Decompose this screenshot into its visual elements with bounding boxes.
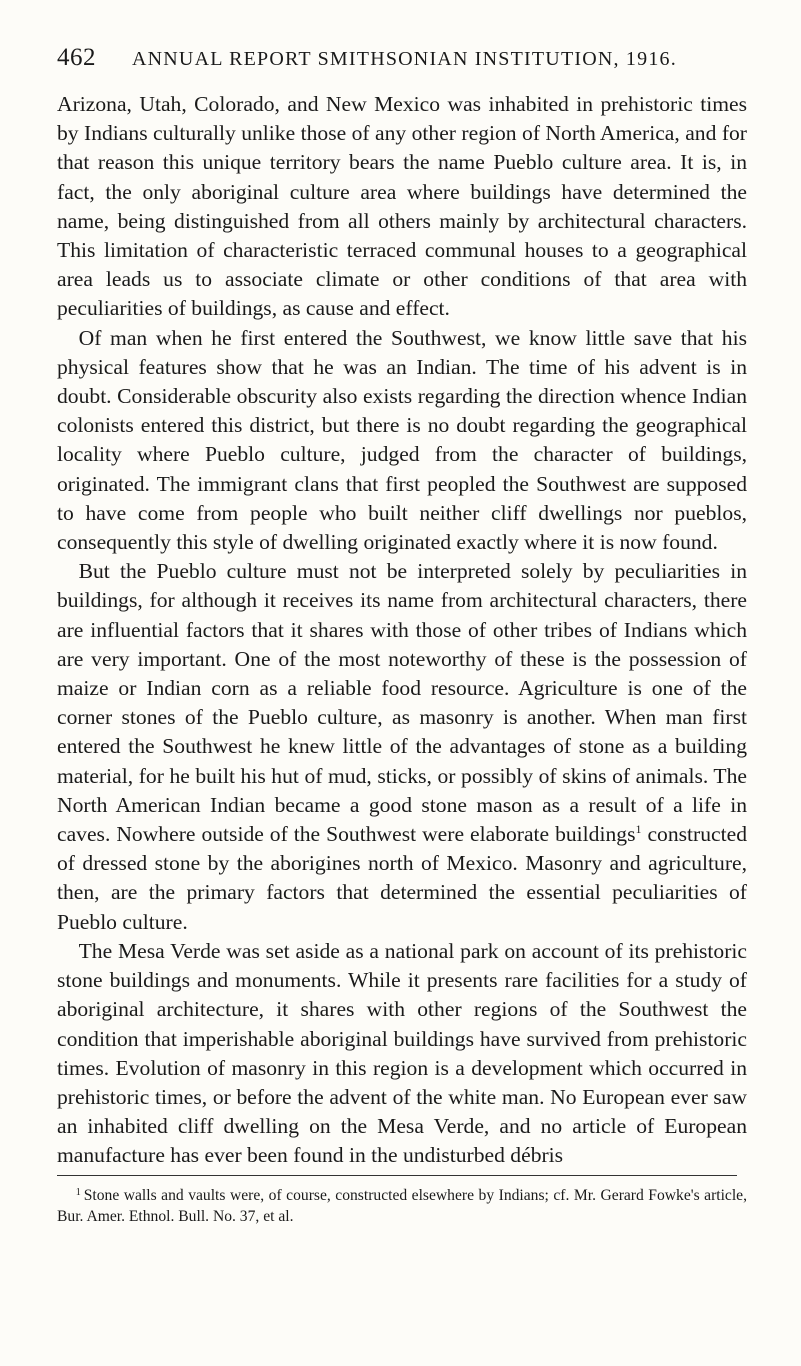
paragraph-1: Arizona, Utah, Colorado, and New Mexico was inhabited in prehistoric times by Indians culturally unlike those of any other region of North America, and for that reason this unique territory bears the name Pueblo culture area. It is, in fact, the only aboriginal culture area where buildings have determined the name, being distinguished from all others mainly by architectural characters. This limitation of characteristic terraced communal houses to a geographical area leads us to associate climate or other conditions of that area with peculiarities of buildings, as cause and effect.: [57, 92, 747, 321]
paragraph-4: The Mesa Verde was set aside as a national park on account of its prehistoric stone buildings and monuments. While it presents rare facilities for a study of aboriginal architecture, it shares with other regions of the Southwest the condition that imperishable aboriginal buildings have survived from prehistoric times. Evolution of masonry in this region is a development which occurred in prehistoric times, or before the advent of the white man. No European ever saw an inhabited cliff dwelling on the Mesa Verde, and no article of European manufacture has ever been found in the undisturbed débris: [57, 938, 747, 1168]
paragraph-3: [57, 557, 747, 937]
footnote-divider: [57, 1175, 737, 1176]
document-page: [57, 44, 747, 1227]
footnote-marker: 1: [75, 1186, 81, 1198]
footnote-text: Stone walls and vaults were, of course, constructed elsewhere by Indians; cf. Mr. Gerard Fowke's article, Bur. Amer. Ethnol. Bull. No. 37, et al.: [57, 1186, 747, 1225]
footnote: [57, 1182, 747, 1227]
paragraph-3-text-a: But the Pueblo culture must not be interpreted solely by peculiarities in buildings, for although it receives its name from architectural characters, there are influential factors that it shares with those of other tribes of Indians which are very important. One of the most noteworthy of these is the possession of maize or Indian corn as a reliable food resource. Agriculture is one of the corner stones of the Pueblo culture, as masonry is another. When man first entered the Southwest he knew little of the advantages of stone as a building material, for he built his hut of mud, sticks, or possibly of skins of animals. The North American Indian became a good stone mason as a result of a life in caves. Nowhere outside of the Southwest were elaborate buildings: [57, 559, 747, 847]
running-title: ANNUAL REPORT SMITHSONIAN INSTITUTION, 1916.: [132, 48, 677, 70]
footnote-reference[interactable]: 1: [635, 822, 642, 837]
paragraph-3-text-b: constructed of dressed stone by the aborigines north of Mexico. Masonry and agriculture, then, are the primary factors that determined the essential peculiarities of Pueblo culture.: [57, 822, 747, 934]
page-number: 462: [57, 44, 96, 71]
running-head: [57, 44, 747, 74]
footnotes: [57, 1182, 747, 1227]
body-text: [57, 90, 747, 1171]
paragraph-2: Of man when he first entered the Southwest, we know little save that his physical features show that he was an Indian. The time of his advent is in doubt. Considerable obscurity also exists regarding the direction whence Indian colonists entered this district, but there is no doubt regarding the geographical locality where Pueblo culture, judged from the character of buildings, originated. The immigrant clans that first peopled the Southwest are supposed to have come from people who built neither cliff dwellings nor pueblos, consequently this style of dwelling originated exactly where it is now found.: [57, 325, 747, 555]
